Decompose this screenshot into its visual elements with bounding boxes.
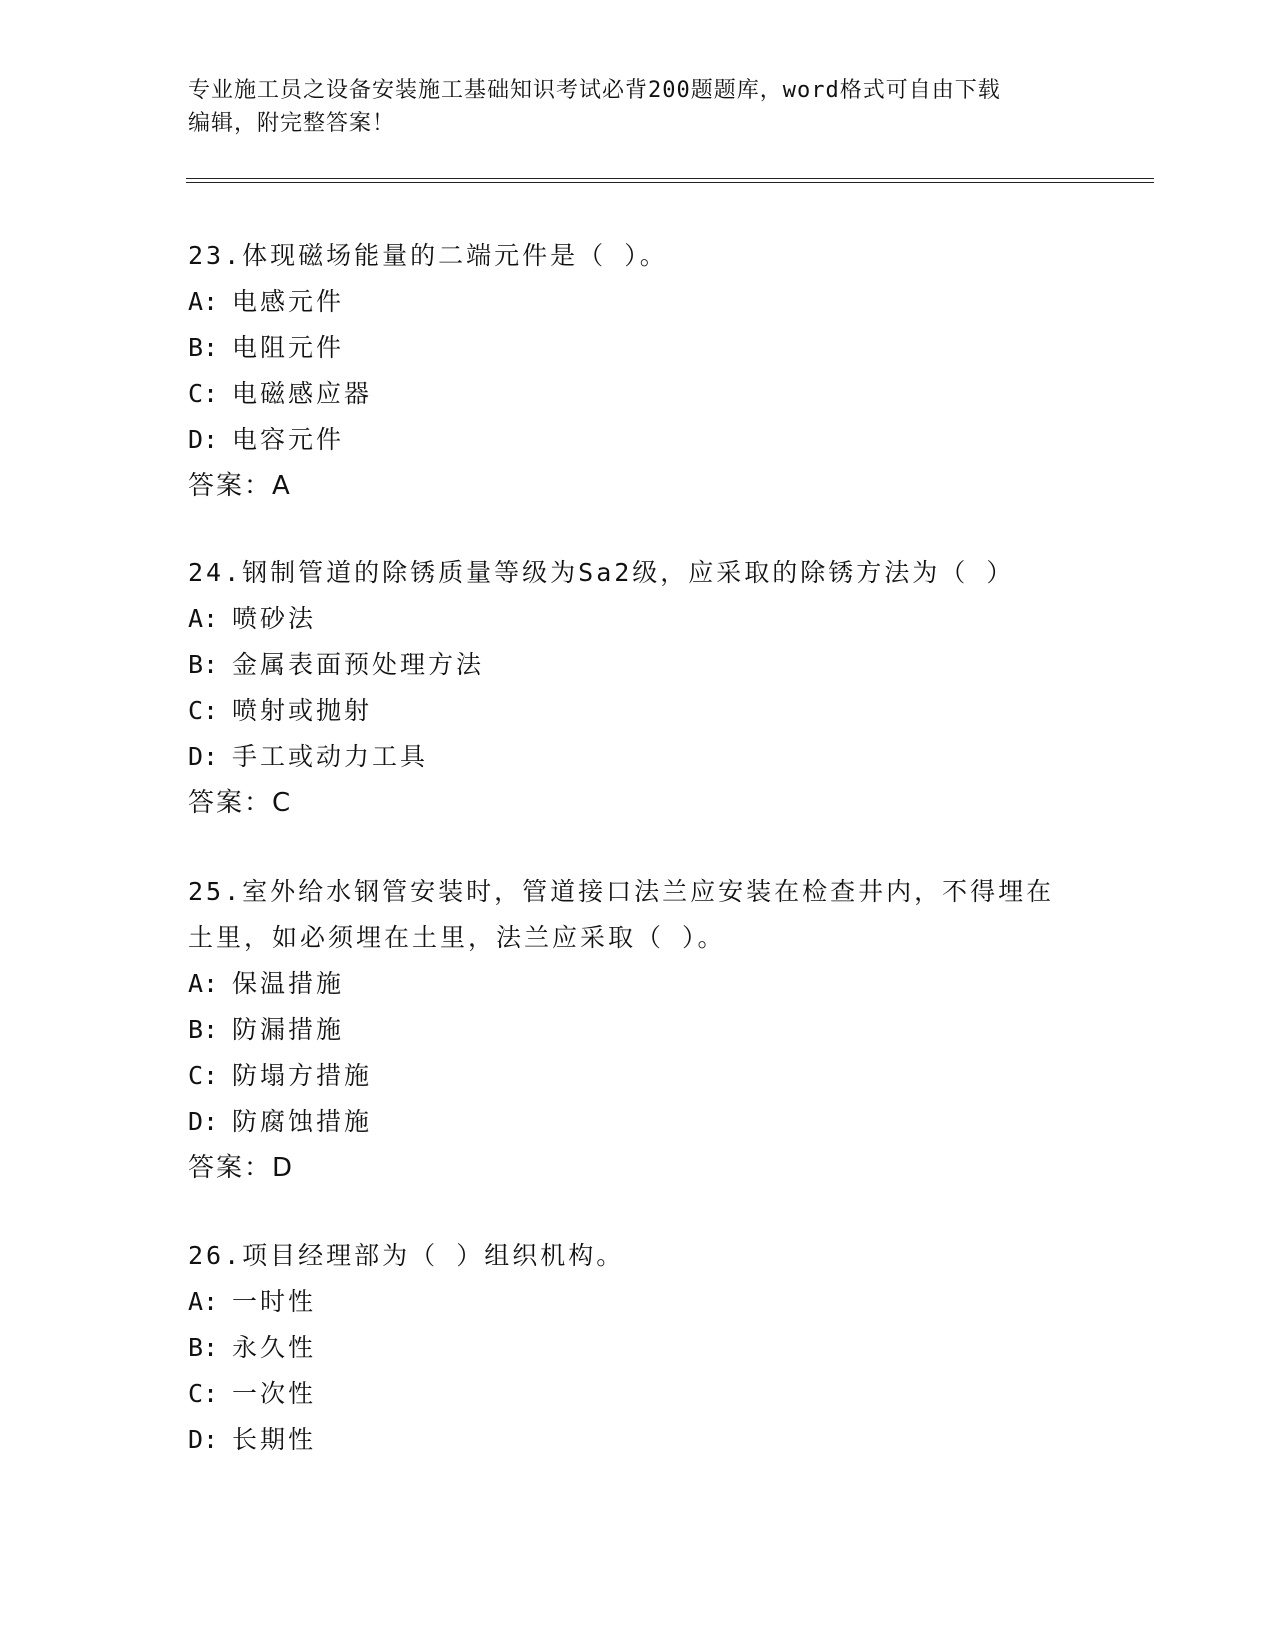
option-a (188, 1279, 1088, 1325)
option-letter: A: (188, 969, 219, 998)
option-c (188, 1053, 1088, 1099)
option-text: 金属表面预处理方法 (232, 650, 485, 679)
answer-value: C (272, 788, 291, 818)
answer-value: A (272, 471, 290, 501)
header-line-1: 专业施工员之设备安装施工基础知识考试必背200题题库，word格式可自由下载 (188, 78, 1001, 103)
option-letter: A: (188, 1287, 219, 1316)
question-text-line-2: 土里，如必须埋在土里，法兰应采取（ ）。 (188, 923, 726, 952)
question-24 (188, 550, 1088, 826)
option-letter: A: (188, 604, 219, 633)
answer (188, 1145, 1088, 1191)
option-text: 电磁感应器 (232, 379, 373, 408)
option-text: 电感元件 (232, 287, 345, 316)
answer-value: D (272, 1153, 293, 1183)
option-letter: D: (188, 1107, 219, 1136)
option-d (188, 734, 1088, 780)
question-text: 24.钢制管道的除锈质量等级为Sa2级，应采取的除锈方法为（ ） (188, 558, 1015, 587)
option-d (188, 1099, 1088, 1145)
option-a (188, 596, 1088, 642)
option-b (188, 1325, 1088, 1371)
answer (188, 463, 1088, 509)
question-25 (188, 869, 1088, 1191)
option-letter: C: (188, 379, 219, 408)
answer-label: 答案： (188, 471, 273, 501)
option-d (188, 1417, 1088, 1463)
option-letter: D: (188, 742, 219, 771)
question-text-line-1: 25.室外给水钢管安装时，管道接口法兰应安装在检查井内，不得埋在 (188, 877, 1055, 906)
option-text: 手工或动力工具 (232, 742, 429, 771)
option-b (188, 325, 1088, 371)
option-c (188, 371, 1088, 417)
option-a (188, 279, 1088, 325)
header-divider-bottom (186, 182, 1154, 183)
option-c (188, 1371, 1088, 1417)
option-text: 永久性 (232, 1333, 317, 1362)
option-letter: B: (188, 1015, 219, 1044)
option-letter: D: (188, 1425, 219, 1454)
question-26 (188, 1233, 1088, 1463)
option-text: 保温措施 (232, 969, 345, 998)
option-text: 一时性 (232, 1287, 317, 1316)
option-letter: B: (188, 1333, 219, 1362)
answer (188, 780, 1088, 826)
option-letter: D: (188, 425, 219, 454)
question-text: 26.项目经理部为（ ）组织机构。 (188, 1241, 625, 1270)
option-letter: B: (188, 650, 219, 679)
option-d (188, 417, 1088, 463)
option-text: 电容元件 (232, 425, 345, 454)
question-text: 23.体现磁场能量的二端元件是（ ）。 (188, 241, 668, 270)
option-text: 防塌方措施 (232, 1061, 373, 1090)
option-text: 防腐蚀措施 (232, 1107, 373, 1136)
option-a (188, 961, 1088, 1007)
option-text: 喷射或抛射 (232, 696, 373, 725)
option-letter: C: (188, 1379, 219, 1408)
option-text: 喷砂法 (232, 604, 317, 633)
option-text: 一次性 (232, 1379, 317, 1408)
document-header (188, 74, 1068, 140)
option-letter: A: (188, 287, 219, 316)
option-text: 电阻元件 (232, 333, 345, 362)
question-23 (188, 233, 1088, 509)
option-letter: B: (188, 333, 219, 362)
option-letter: C: (188, 696, 219, 725)
option-b (188, 642, 1088, 688)
header-line-2: 编辑，附完整答案！ (188, 111, 396, 136)
option-letter: C: (188, 1061, 219, 1090)
answer-label: 答案： (188, 1153, 273, 1183)
option-c (188, 688, 1088, 734)
answer-label: 答案： (188, 788, 273, 818)
header-divider-top (186, 178, 1154, 179)
option-text: 防漏措施 (232, 1015, 345, 1044)
option-b (188, 1007, 1088, 1053)
option-text: 长期性 (232, 1425, 317, 1454)
